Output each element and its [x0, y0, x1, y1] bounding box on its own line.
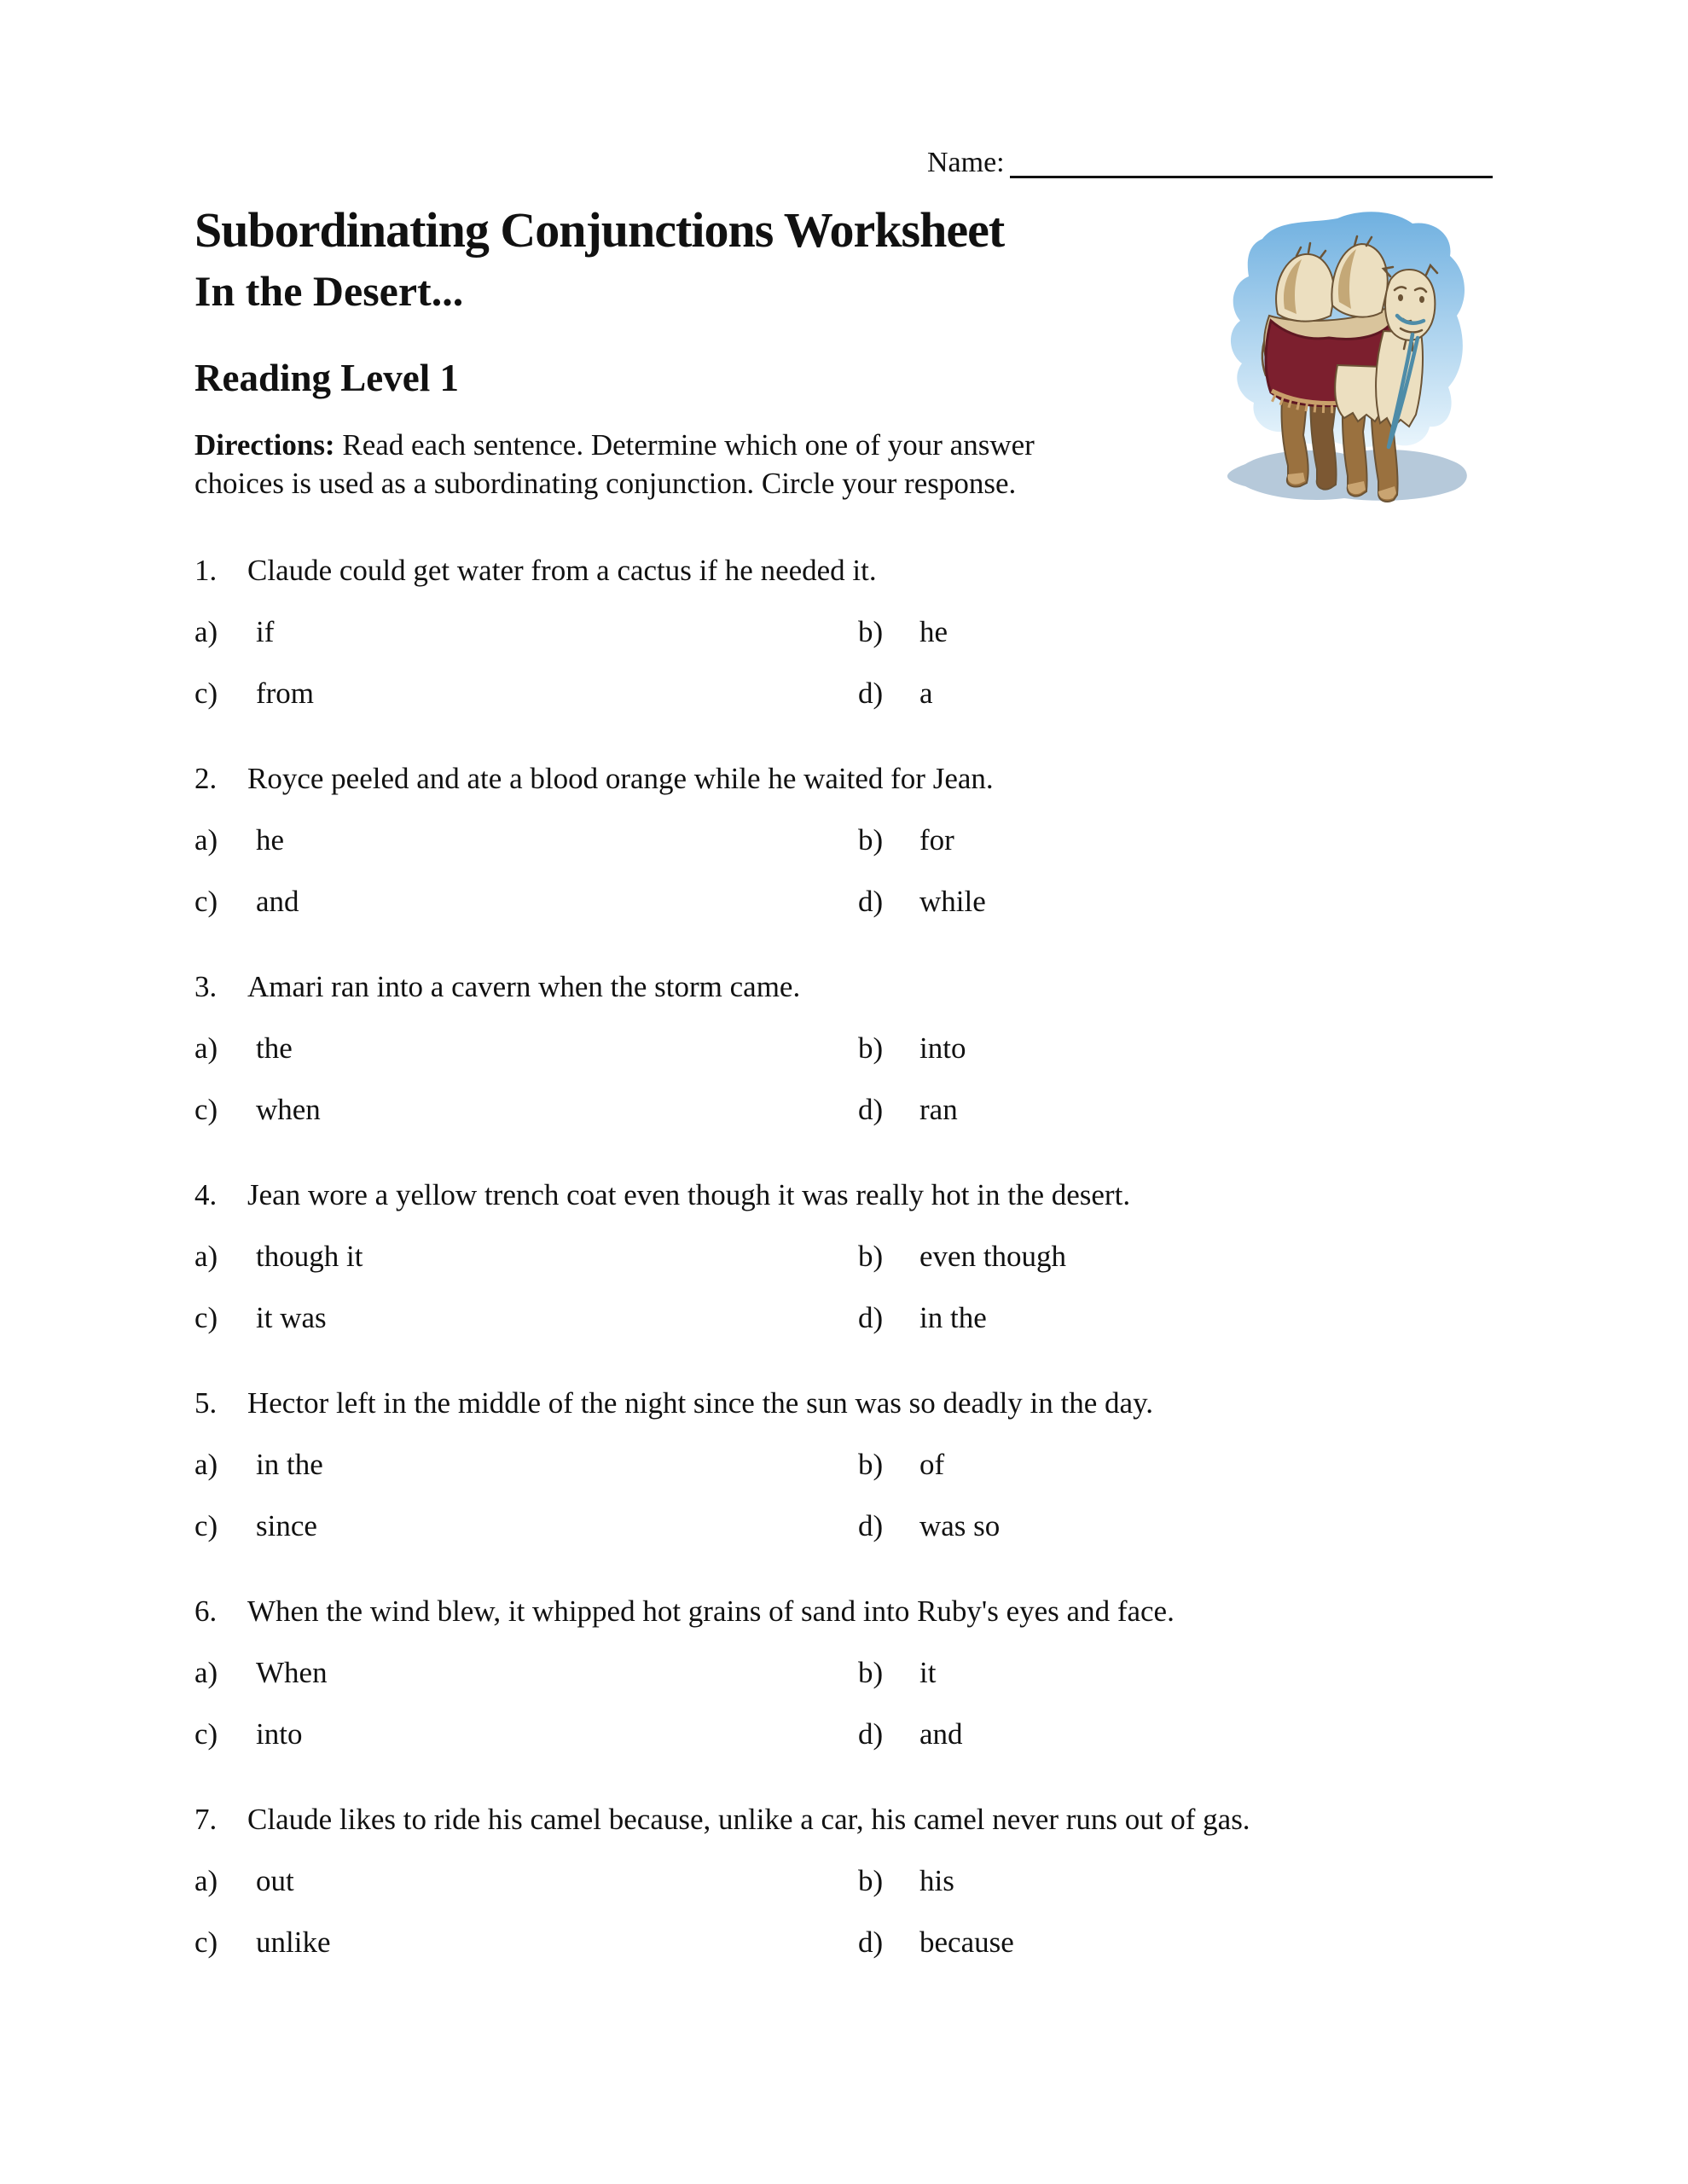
options-row [194, 884, 1499, 920]
option-letter: c) [194, 676, 218, 710]
option-letter: d) [858, 1925, 884, 1959]
option-letter: c) [194, 1508, 218, 1542]
options-row [194, 1508, 1499, 1544]
options-row [194, 1447, 1499, 1483]
option-letter: d) [858, 1508, 884, 1542]
option-text: in the [256, 1447, 323, 1481]
question-sentence: Hector left in the middle of the night since the sun was so deadly in the day. [247, 1385, 1154, 1420]
answer-option [858, 676, 933, 712]
option-text: from [256, 676, 315, 710]
options-row [194, 1716, 1499, 1752]
option-letter: c) [194, 1092, 218, 1126]
option-letter: a) [194, 1655, 218, 1689]
question-sentence: Royce peeled and ate a blood orange while he waited for Jean. [247, 761, 994, 795]
answer-option [858, 1863, 954, 1899]
option-text: into [919, 1031, 966, 1065]
option-letter: b) [858, 1447, 884, 1481]
question [194, 1802, 1499, 1960]
question-sentence: Claude likes to ride his camel because, unlike a car, his camel never runs out of gas. [247, 1802, 1250, 1836]
options-row [194, 822, 1499, 858]
options-row [194, 614, 1499, 650]
option-letter: b) [858, 614, 884, 648]
options-row [194, 1300, 1499, 1336]
question-sentence: When the wind blew, it whipped hot grains of sand into Ruby's eyes and face. [247, 1594, 1175, 1628]
option-text: when [256, 1092, 321, 1126]
option-text: it was [256, 1300, 327, 1334]
answer-option [194, 1300, 858, 1336]
options-row [194, 1925, 1499, 1960]
question-line [194, 1177, 1499, 1213]
option-text: a [919, 676, 933, 710]
option-text: and [919, 1716, 963, 1751]
option-text: since [256, 1508, 317, 1542]
option-text: it [919, 1655, 937, 1689]
answer-option [194, 1655, 858, 1691]
option-text: if [256, 614, 275, 648]
question-number: 3. [194, 969, 218, 1003]
answer-option [858, 1300, 987, 1336]
answer-option [858, 1716, 963, 1752]
option-text: and [256, 884, 299, 918]
question-list [194, 553, 1499, 1960]
options-row [194, 1655, 1499, 1691]
question-number: 2. [194, 761, 218, 795]
answer-option [194, 1447, 858, 1483]
question-sentence: Claude could get water from a cactus if he needed it. [247, 553, 877, 587]
option-text: unlike [256, 1925, 331, 1959]
answer-option [194, 1092, 858, 1128]
option-letter: c) [194, 884, 218, 918]
option-text: ran [919, 1092, 958, 1126]
option-text: into [256, 1716, 303, 1751]
answer-option [858, 1508, 1000, 1544]
option-letter: c) [194, 1716, 218, 1751]
question [194, 1385, 1499, 1544]
answer-option [858, 884, 986, 920]
option-text: the [256, 1031, 293, 1065]
name-label: Name: [927, 147, 1005, 178]
option-letter: c) [194, 1925, 218, 1959]
option-letter: a) [194, 1031, 218, 1065]
answer-option [858, 1925, 1014, 1960]
question-line [194, 1594, 1499, 1629]
reading-level-heading: Reading Level 1 [194, 357, 459, 400]
directions-label: Directions: [194, 427, 335, 462]
answer-option [858, 822, 954, 858]
option-letter: d) [858, 1716, 884, 1751]
question-sentence: Amari ran into a cavern when the storm came. [247, 969, 801, 1003]
answer-option [194, 1716, 858, 1752]
option-text: he [919, 614, 948, 648]
question [194, 969, 1499, 1128]
question-number: 5. [194, 1385, 218, 1420]
option-text: in the [919, 1300, 987, 1334]
question-number: 7. [194, 1802, 218, 1836]
question-number: 4. [194, 1177, 218, 1211]
option-text: because [919, 1925, 1014, 1959]
question [194, 761, 1499, 920]
option-letter: c) [194, 1300, 218, 1334]
option-text: out [256, 1863, 294, 1897]
question-line [194, 969, 1499, 1005]
answer-option [194, 676, 858, 712]
option-text: he [256, 822, 285, 857]
option-letter: a) [194, 822, 218, 857]
option-text: of [919, 1447, 945, 1481]
answer-option [194, 822, 858, 858]
answer-option [858, 1092, 958, 1128]
page-title: Subordinating Conjunctions Worksheet [194, 202, 1005, 258]
option-letter: a) [194, 1863, 218, 1897]
option-letter: a) [194, 614, 218, 648]
answer-option [858, 1031, 966, 1066]
answer-option [194, 614, 858, 650]
question-line [194, 553, 1499, 589]
option-text: even though [919, 1239, 1067, 1273]
answer-option [194, 1031, 858, 1066]
question-line [194, 761, 1499, 797]
question-number: 1. [194, 553, 218, 587]
options-row [194, 1092, 1499, 1128]
option-letter: b) [858, 822, 884, 857]
answer-option [194, 884, 858, 920]
option-text: for [919, 822, 954, 857]
name-blank-line [1010, 176, 1493, 178]
question [194, 1177, 1499, 1336]
option-letter: a) [194, 1239, 218, 1273]
options-row [194, 676, 1499, 712]
answer-option [858, 614, 948, 650]
question-line [194, 1802, 1499, 1838]
options-row [194, 1863, 1499, 1899]
option-text: was so [919, 1508, 1001, 1542]
option-letter: d) [858, 1092, 884, 1126]
option-text: When [256, 1655, 328, 1689]
option-text: his [919, 1863, 954, 1897]
answer-option [194, 1239, 858, 1275]
answer-option [194, 1863, 858, 1899]
option-letter: d) [858, 676, 884, 710]
option-text: while [919, 884, 986, 918]
option-letter: a) [194, 1447, 218, 1481]
option-letter: b) [858, 1863, 884, 1897]
option-letter: d) [858, 1300, 884, 1334]
answer-option [858, 1655, 936, 1691]
options-row [194, 1239, 1499, 1275]
question-number: 6. [194, 1594, 218, 1628]
question-sentence: Jean wore a yellow trench coat even though it was really hot in the desert. [247, 1177, 1131, 1211]
option-letter: b) [858, 1031, 884, 1065]
question [194, 553, 1499, 712]
directions [194, 426, 1116, 503]
answer-option [858, 1239, 1066, 1275]
question [194, 1594, 1499, 1752]
page-subtitle: In the Desert... [194, 266, 464, 315]
option-text: though it [256, 1239, 363, 1273]
worksheet-content [194, 202, 1499, 2010]
question-line [194, 1385, 1499, 1421]
options-row [194, 1031, 1499, 1066]
directions-text: Read each sentence. Determine which one of your answer choices is used as a subordinating conjunction. Circle your response. [194, 427, 1035, 501]
answer-option [194, 1508, 858, 1544]
option-letter: b) [858, 1239, 884, 1273]
answer-option [194, 1925, 858, 1960]
name-row [927, 147, 1493, 179]
answer-option [858, 1447, 944, 1483]
option-letter: d) [858, 884, 884, 918]
option-letter: b) [858, 1655, 884, 1689]
